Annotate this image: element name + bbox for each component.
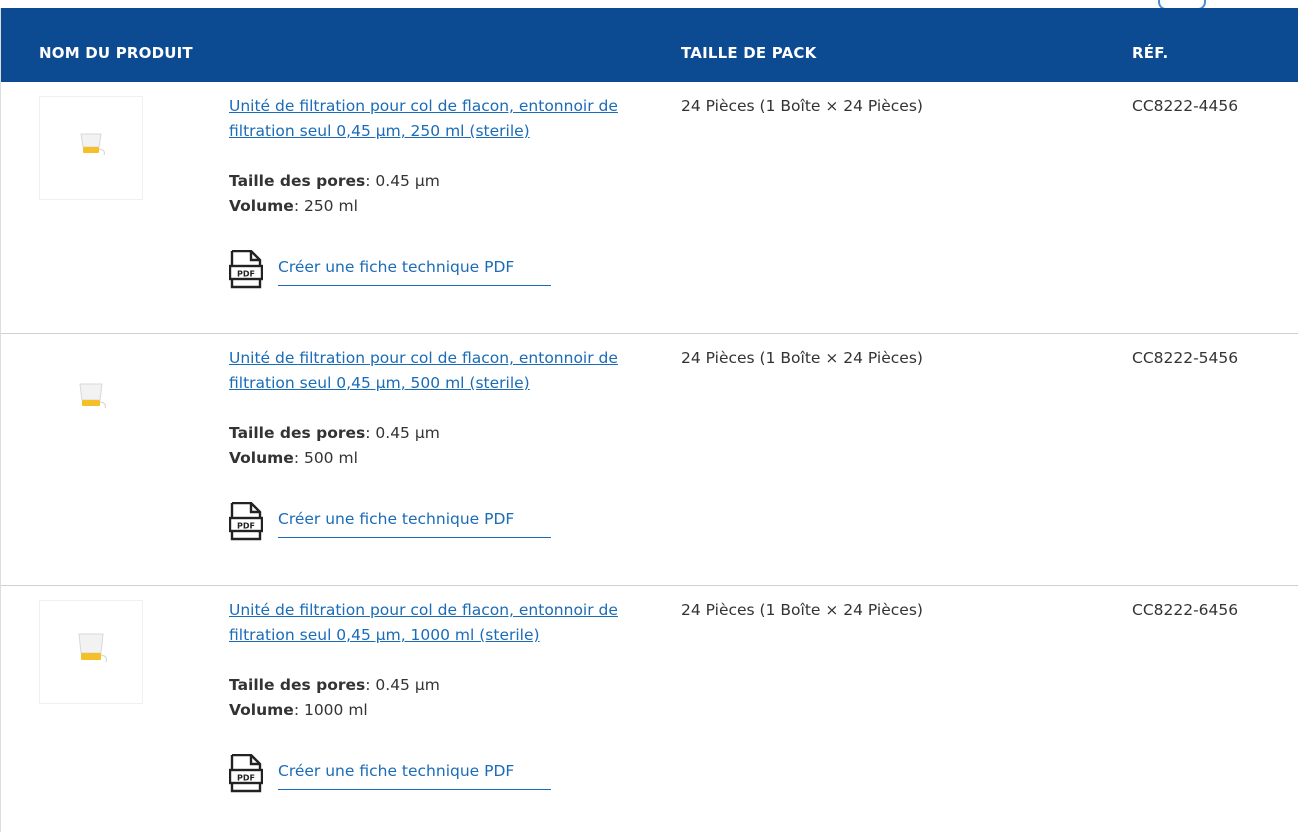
volume-value: : 250 ml xyxy=(293,197,358,215)
product-thumbnail[interactable] xyxy=(40,97,142,199)
svg-text:PDF: PDF xyxy=(237,269,255,279)
products-table xyxy=(0,8,1298,832)
filter-unit-image xyxy=(40,97,142,199)
pore-size-spec xyxy=(229,673,440,698)
pore-size-value: : 0.45 µm xyxy=(365,172,440,190)
svg-text:PDF: PDF xyxy=(237,521,255,531)
pdf-link-label[interactable]: Créer une fiche technique PDF xyxy=(278,258,515,276)
pack-size: 24 Pièces (1 Boîte × 24 Pièces) xyxy=(681,601,923,619)
product-thumbnail[interactable] xyxy=(40,601,142,703)
pore-size-label: Taille des pores xyxy=(229,676,366,694)
pdf-link-underline xyxy=(278,537,551,538)
product-link[interactable]: Unité de filtration pour col de flacon, entonnoir de filtration seul 0,45 µm, 500 ml (sterile) xyxy=(229,349,618,392)
reference-number: CC8222-6456 xyxy=(1132,601,1239,619)
pore-size-label: Taille des pores xyxy=(229,172,366,190)
table-header xyxy=(1,8,1298,82)
create-pdf-datasheet-link[interactable] xyxy=(229,502,551,542)
volume-spec xyxy=(229,194,358,219)
pdf-document-icon xyxy=(229,502,263,542)
filter-unit-image xyxy=(40,349,142,451)
volume-label: Volume xyxy=(229,449,294,467)
pore-size-value: : 0.45 µm xyxy=(365,424,440,442)
pdf-link-label[interactable]: Créer une fiche technique PDF xyxy=(278,510,515,528)
volume-label: Volume xyxy=(229,197,294,215)
column-header-product-name: NOM DU PRODUIT xyxy=(39,44,193,62)
volume-value: : 1000 ml xyxy=(293,701,368,719)
pdf-document-icon xyxy=(229,754,263,794)
filter-unit-image xyxy=(40,601,142,703)
column-header-reference: RÉF. xyxy=(1132,44,1169,62)
product-link[interactable]: Unité de filtration pour col de flacon, entonnoir de filtration seul 0,45 µm, 1000 ml (sterile) xyxy=(229,601,618,644)
create-pdf-datasheet-link[interactable] xyxy=(229,250,551,290)
pdf-link-underline xyxy=(278,285,551,286)
column-header-pack-size: TAILLE DE PACK xyxy=(681,44,817,62)
volume-spec xyxy=(229,698,368,723)
pdf-link-label[interactable]: Créer une fiche technique PDF xyxy=(278,762,515,780)
volume-spec xyxy=(229,446,358,471)
table-row xyxy=(1,586,1298,832)
svg-text:PDF: PDF xyxy=(237,773,255,783)
pore-size-spec xyxy=(229,421,440,446)
pack-size: 24 Pièces (1 Boîte × 24 Pièces) xyxy=(681,97,923,115)
pdf-document-icon xyxy=(229,250,263,290)
pdf-link-underline xyxy=(278,789,551,790)
create-pdf-datasheet-link[interactable] xyxy=(229,754,551,794)
pore-size-value: : 0.45 µm xyxy=(365,676,440,694)
volume-label: Volume xyxy=(229,701,294,719)
pore-size-label: Taille des pores xyxy=(229,424,366,442)
product-link[interactable]: Unité de filtration pour col de flacon, entonnoir de filtration seul 0,45 µm, 250 ml (sterile) xyxy=(229,97,618,140)
product-thumbnail[interactable] xyxy=(40,349,142,451)
pack-size: 24 Pièces (1 Boîte × 24 Pièces) xyxy=(681,349,923,367)
table-row xyxy=(1,82,1298,334)
table-row xyxy=(1,334,1298,586)
reference-number: CC8222-4456 xyxy=(1132,97,1239,115)
volume-value: : 500 ml xyxy=(293,449,358,467)
pore-size-spec xyxy=(229,169,440,194)
reference-number: CC8222-5456 xyxy=(1132,349,1239,367)
